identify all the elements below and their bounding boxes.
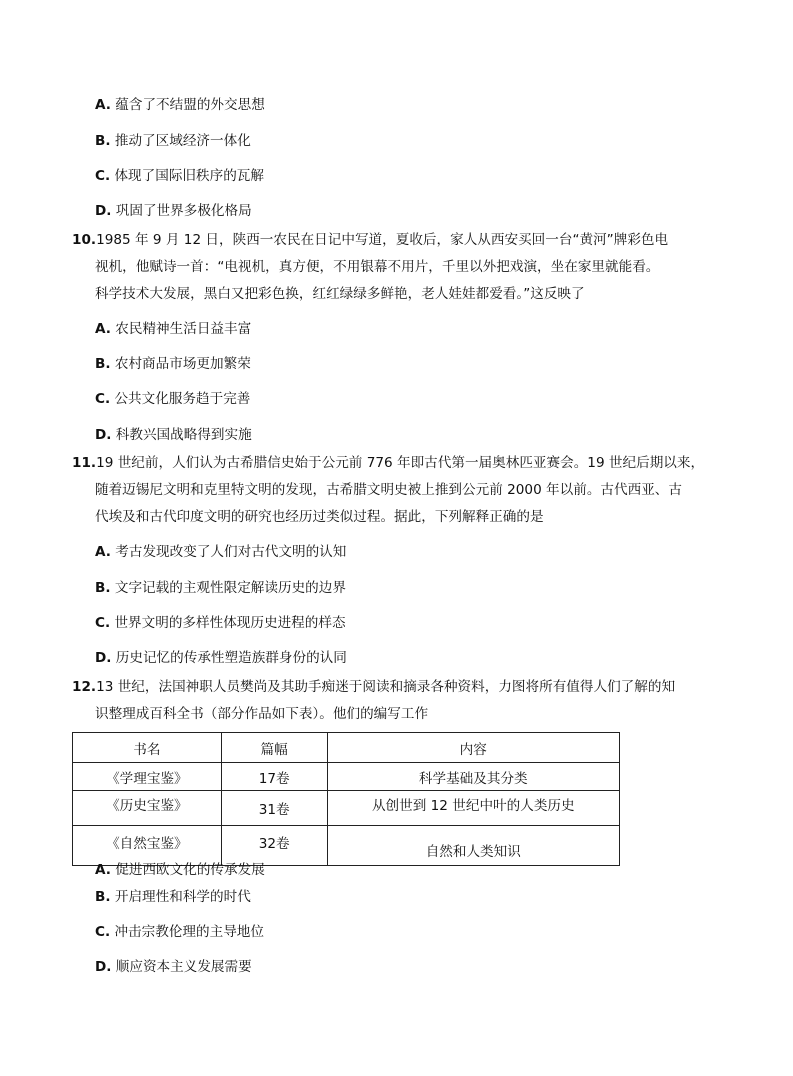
q9-option-b: B. 推动了区域经济一体化	[95, 133, 251, 149]
q10-stem-line-2: 视机，他赋诗一首：“电视机，真方便，不用银幕不用片，千里以外把戏演，坐在家里就能看。	[95, 259, 660, 275]
q9-option-c: C. 体现了国际旧秩序的瓦解	[95, 168, 264, 184]
q11-stem-line-2: 随着迈锡尼文明和克里特文明的发现，古希腊文明史被上推到公元前 2000 年以前。古代西亚、古	[95, 482, 682, 498]
q10-stem-line-3: 科学技术大发展，黑白又把彩色换，红红绿绿多鲜艳，老人娃娃都爱看。”这反映了	[95, 286, 585, 302]
table-header-row	[73, 733, 620, 763]
q12-stem-line-2: 识整理成百科全书（部分作品如下表）。他们的编写工作	[95, 706, 429, 722]
table-header-cell: 篇幅	[221, 733, 327, 763]
table-cell: 17卷	[221, 763, 327, 791]
q11-option-c: C. 世界文明的多样性体现历史进程的样态	[95, 615, 346, 631]
table-cell: 32卷	[221, 826, 327, 866]
q10-option-a: A. 农民精神生活日益丰富	[95, 321, 252, 337]
q12-option-b: B. 开启理性和科学的时代	[95, 889, 251, 905]
q12-option-c: C. 冲击宗教伦理的主导地位	[95, 924, 264, 940]
encyclopedia-table	[72, 732, 620, 866]
q11-option-d: D. 历史记忆的传承性塑造族群身份的认同	[95, 650, 347, 666]
q11-option-a: A. 考古发现改变了人们对古代文明的认知	[95, 544, 347, 560]
table-row	[73, 763, 620, 791]
q12-stem-line-1: 12.13 世纪，法国神职人员樊尚及其助手痴迷于阅读和摘录各种资料，力图将所有值得人们了解的知	[72, 679, 676, 695]
q10-option-b: B. 农村商品市场更加繁荣	[95, 356, 251, 372]
q10-stem-line-1: 10.1985 年 9 月 12 日，陕西一农民在日记中写道，夏收后，家人从西安买回一台“黄河”牌彩色电	[72, 232, 669, 248]
table-cell: 《历史宝鉴》	[73, 791, 222, 826]
table-cell: 自然和人类知识	[327, 826, 619, 866]
table-cell: 《自然宝鉴》	[73, 826, 222, 866]
table-cell: 31卷	[221, 791, 327, 826]
q11-stem-line-3: 代埃及和古代印度文明的研究也经历过类似过程。据此，下列解释正确的是	[95, 509, 544, 525]
q11-stem-line-1: 11.19 世纪前，人们认为古希腊信史始于公元前 776 年即古代第一届奥林匹亚赛会。19 世纪后期以来，	[72, 455, 705, 471]
table-row	[73, 791, 620, 826]
table-header-cell: 内容	[327, 733, 619, 763]
q11-option-b: B. 文字记载的主观性限定解读历史的边界	[95, 580, 346, 596]
q9-option-d: D. 巩固了世界多极化格局	[95, 203, 252, 219]
table-header-cell: 书名	[73, 733, 222, 763]
q10-option-d: D. 科教兴国战略得到实施	[95, 427, 252, 443]
q12-option-d: D. 顺应资本主义发展需要	[95, 959, 252, 975]
table-cell: 科学基础及其分类	[327, 763, 619, 791]
q10-option-c: C. 公共文化服务趋于完善	[95, 391, 251, 407]
q9-option-a: A. 蕴含了不结盟的外交思想	[95, 97, 265, 113]
table-cell: 《学理宝鉴》	[73, 763, 222, 791]
q12-option-a: A. 促进西欧文化的传承发展	[95, 862, 265, 878]
table-cell: 从创世到 12 世纪中叶的人类历史	[327, 791, 619, 826]
